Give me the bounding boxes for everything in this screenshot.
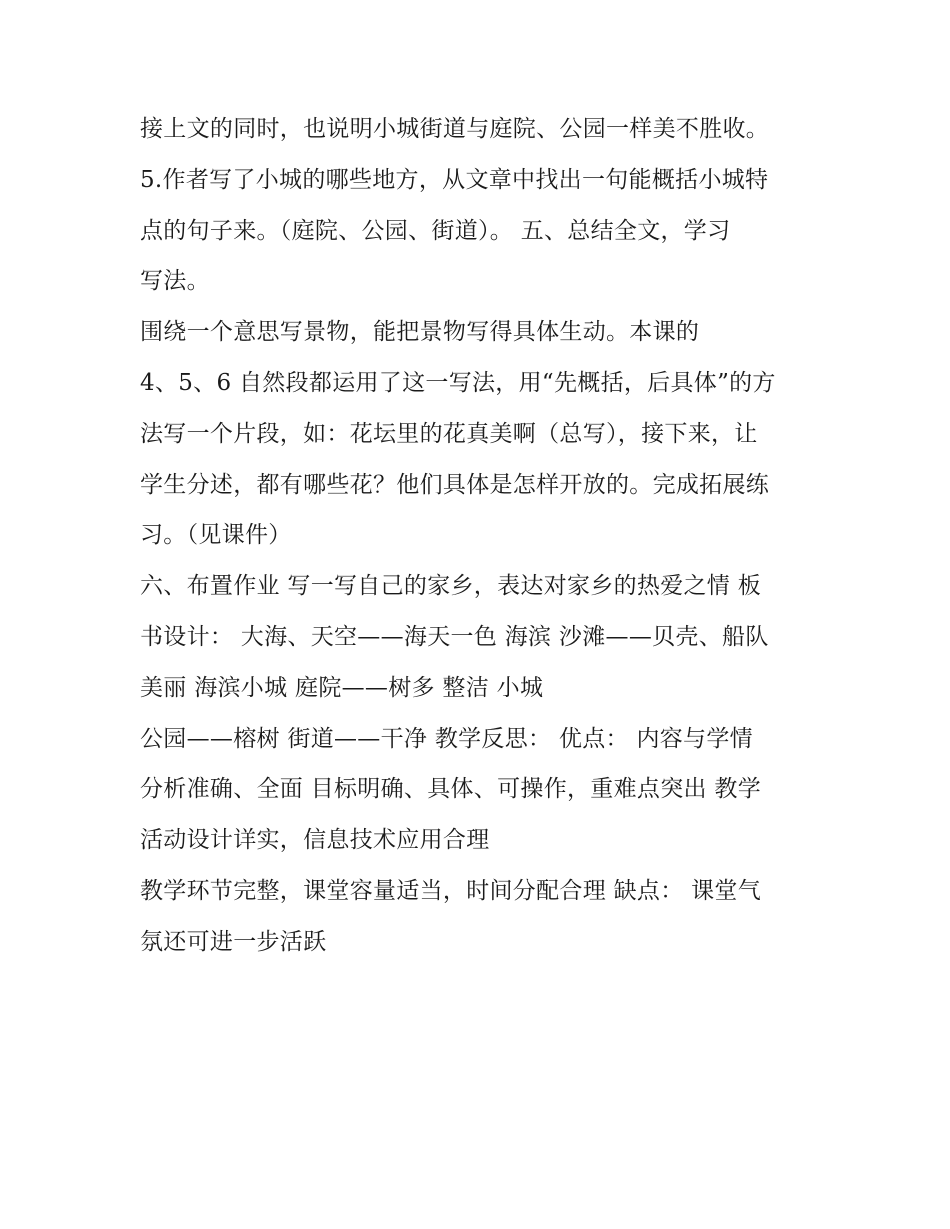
- text-line: 点的句子来。（庭院、公园、街道）。 五、总结全文，学习: [140, 217, 731, 244]
- body-text: [140, 104, 840, 968]
- text-line: 4、5、6 自然段都运用了这一写法，用“先概括，后具体”的方: [140, 369, 776, 396]
- text-line: 活动设计详实，信息技术应用合理: [140, 827, 490, 854]
- text-line: 分析准确、全面 目标明确、具体、可操作，重难点突出 教学: [140, 776, 762, 803]
- text-line: 书设计： 大海、天空——海天一色 海滨 沙滩——贝壳、船队: [140, 623, 769, 650]
- text-line: 公园——榕树 街道——干净 教学反思： 优点： 内容与学情: [140, 725, 753, 752]
- text-line: 习。（见课件）: [140, 522, 292, 549]
- text-line: 5.作者写了小城的哪些地方，从文章中找出一句能概括小城特: [140, 166, 769, 193]
- text-line: 写法。: [140, 268, 210, 295]
- text-line: 氛还可进一步活跃: [140, 928, 327, 955]
- text-line: 教学环节完整，课堂容量适当，时间分配合理 缺点： 课堂气: [140, 877, 762, 904]
- text-line: 学生分述，都有哪些花？他们具体是怎样开放的。完成拓展练: [140, 471, 770, 498]
- text-line: 法写一个片段，如：花坛里的花真美啊（总写），接下来，让: [140, 420, 758, 447]
- text-line: 接上文的同时，也说明小城街道与庭院、公园一样美不胜收。: [140, 116, 770, 142]
- text-line: 美丽 海滨小城 庭院——树多 整洁 小城: [140, 674, 544, 701]
- text-line: 围绕一个意思写景物，能把景物写得具体生动。本课的: [140, 319, 700, 346]
- text-line: 六、布置作业 写一写自己的家乡，表达对家乡的热爱之情 板: [140, 573, 762, 600]
